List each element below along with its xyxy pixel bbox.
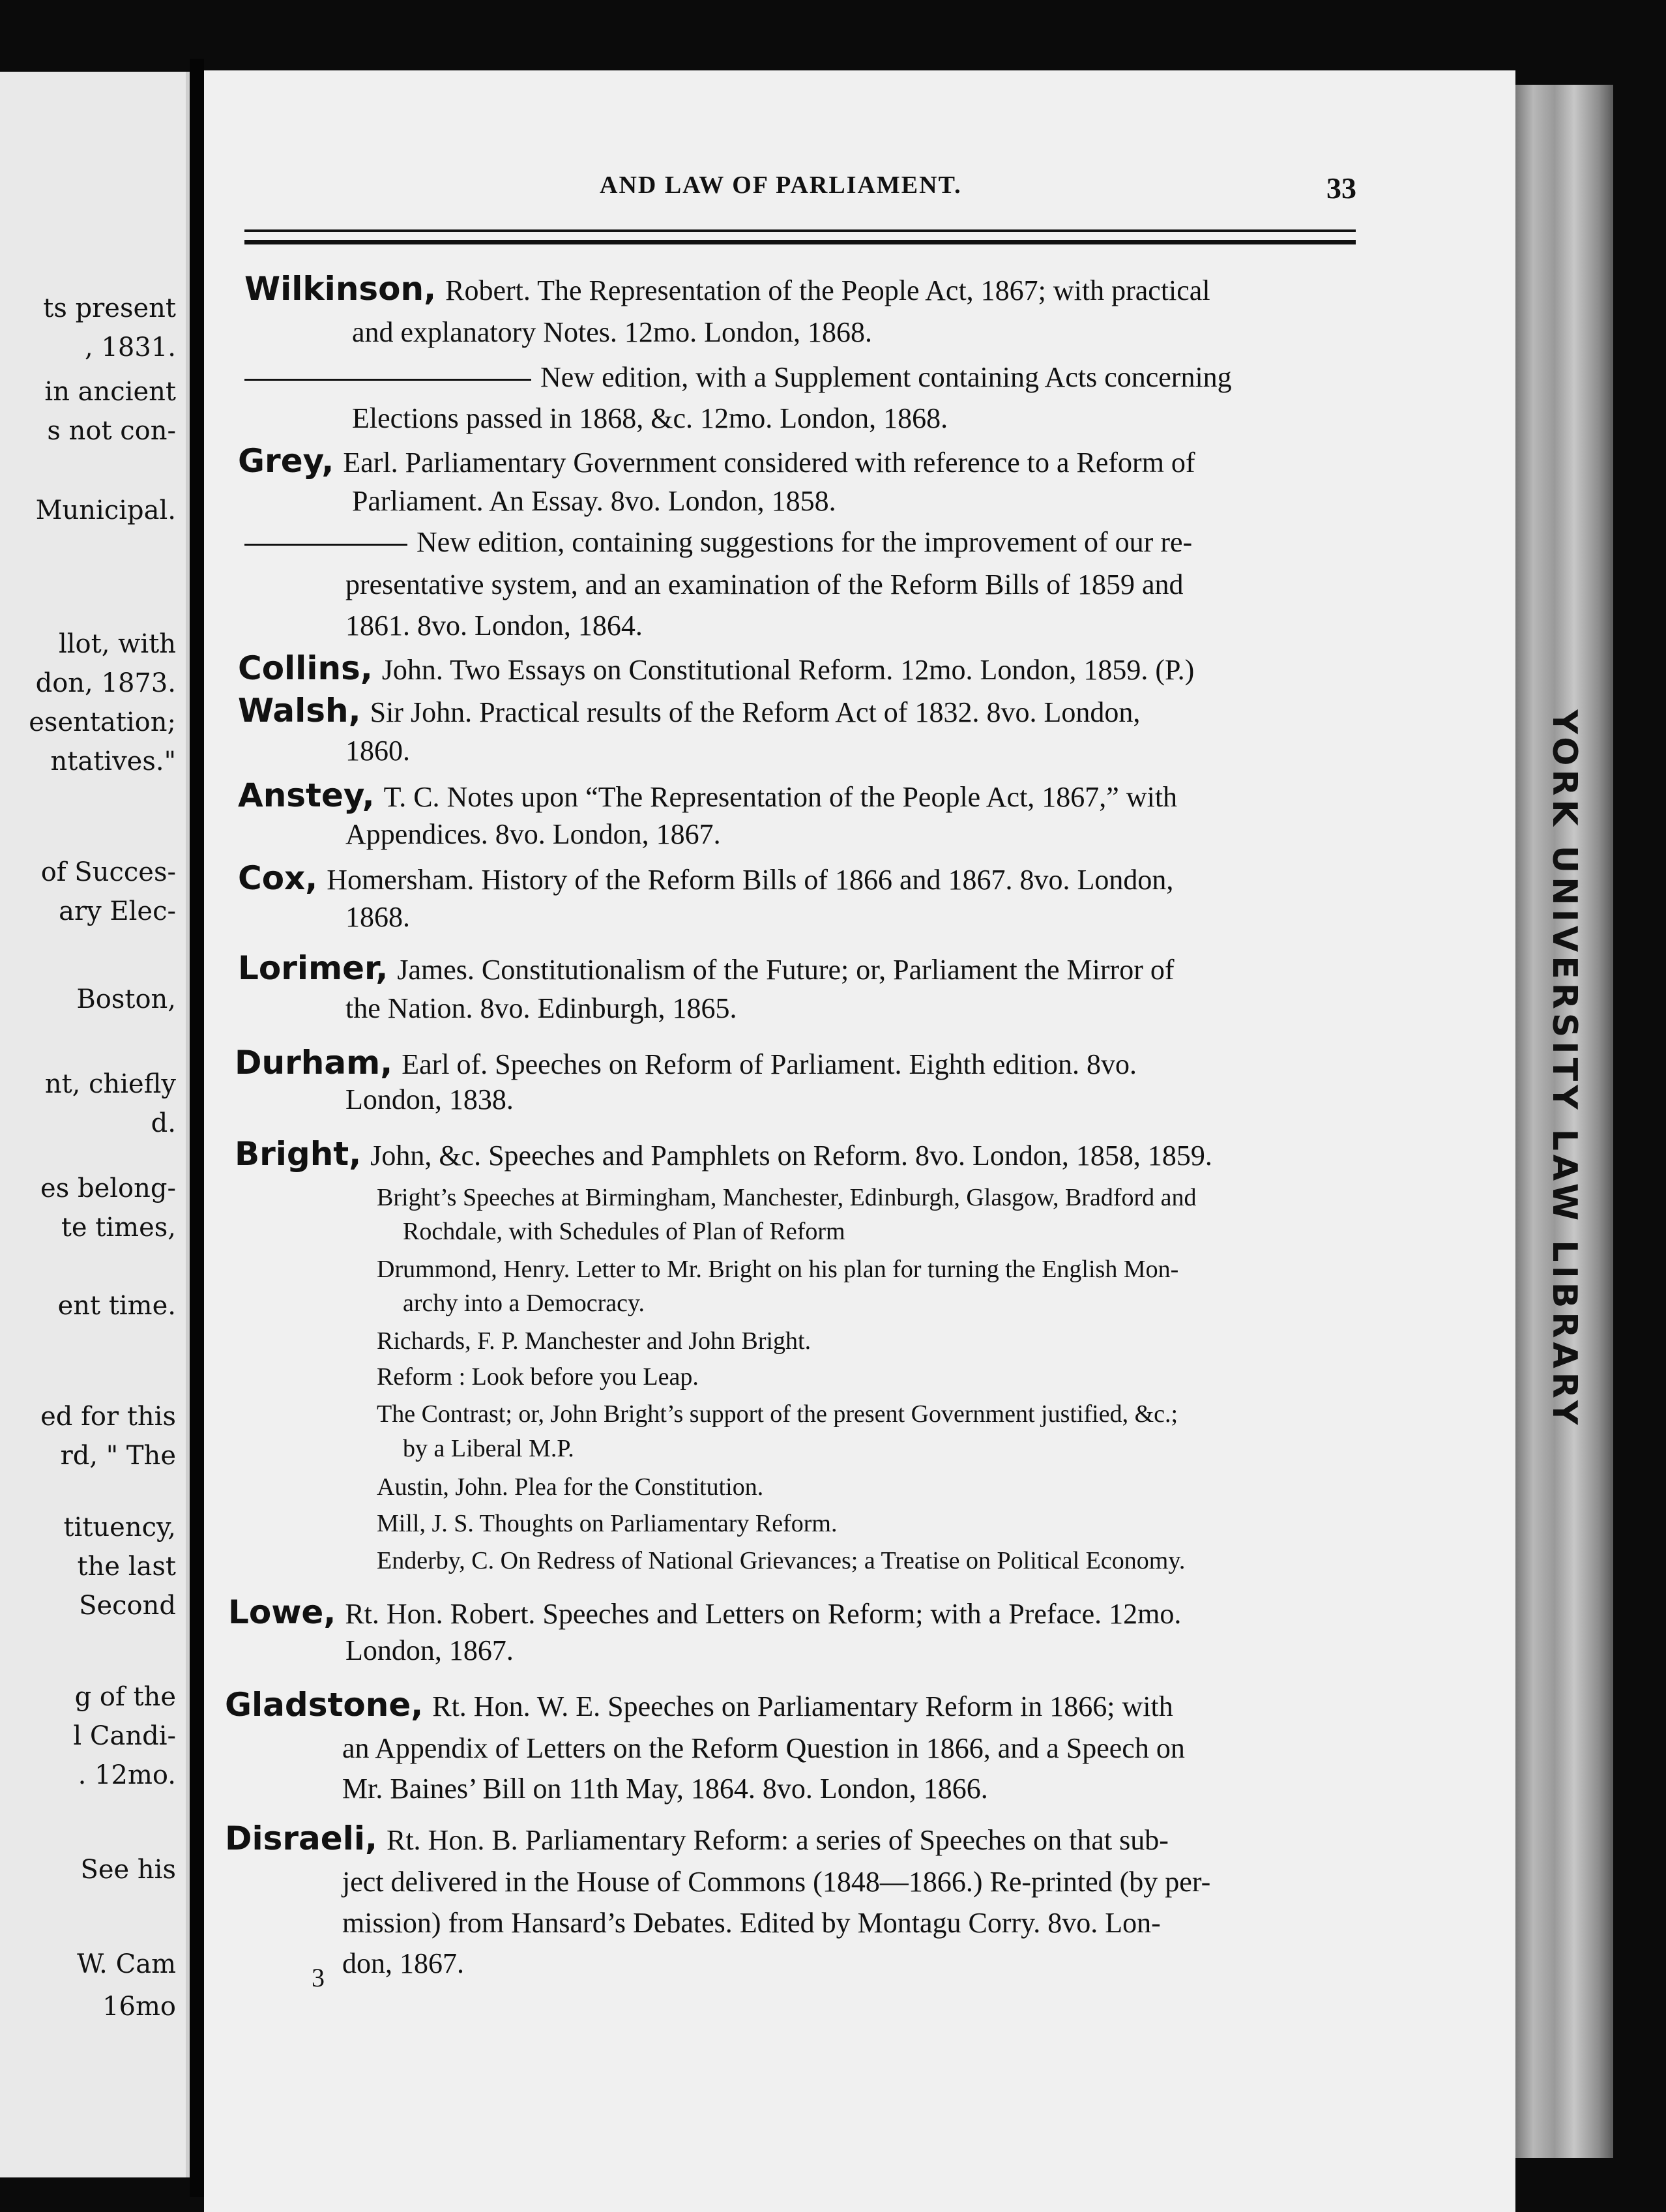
entry-line xyxy=(244,528,1192,557)
entry-line: mission) from Hansard’s Debates. Edited by Montagu Corry. 8vo. Lon- xyxy=(342,1907,1161,1939)
header-rule-thick xyxy=(244,240,1356,244)
entry-line xyxy=(244,363,1232,392)
entry-author: Durham, xyxy=(235,1044,393,1082)
entry-text: Rt. Hon. B. Parliamentary Reform: a series of Speeches on that sub- xyxy=(386,1824,1169,1856)
entry-author: Grey, xyxy=(238,442,334,480)
left-page-line: , 1831. xyxy=(85,332,176,362)
sub-entry-line: Bright’s Speeches at Birmingham, Manchester, Edinburgh, Glasgow, Bradford and xyxy=(377,1184,1197,1211)
entry-line xyxy=(228,1593,1182,1631)
entry-author: Walsh, xyxy=(238,692,361,730)
entry-line xyxy=(238,442,1195,480)
left-page-line: in ancient xyxy=(44,377,176,407)
sub-entry-line: Enderby, C. On Redress of National Grievances; a Treatise on Political Economy. xyxy=(377,1547,1186,1574)
left-page-line: the last xyxy=(77,1552,176,1582)
left-page-line: s not con- xyxy=(47,416,176,446)
entry-author: Collins, xyxy=(238,649,373,687)
sub-entry-line: Rochdale, with Schedules of Plan of Reform xyxy=(403,1218,845,1245)
left-page-line: es belong- xyxy=(40,1173,176,1203)
ditto-dash xyxy=(244,379,531,381)
entry-line: London, 1867. xyxy=(345,1634,514,1666)
entry-line xyxy=(238,859,1174,897)
entry-line xyxy=(225,1822,1169,1855)
left-page-line: ntatives." xyxy=(50,746,176,776)
entry-line: 1868. xyxy=(345,901,410,933)
sub-entry-line: Mill, J. S. Thoughts on Parliamentary Reform. xyxy=(377,1510,838,1537)
entry-line: an Appendix of Letters on the Reform Question in 1866, and a Speech on xyxy=(342,1732,1185,1764)
book-gutter xyxy=(190,59,204,2197)
left-page-line: of Succes- xyxy=(40,857,176,887)
left-page-line: Municipal. xyxy=(35,495,176,525)
entry-author: Anstey, xyxy=(238,776,375,814)
entry-text: Rt. Hon. Robert. Speeches and Letters on Reform; with a Preface. 12mo. xyxy=(345,1598,1182,1630)
entry-line: the Nation. 8vo. Edinburgh, 1865. xyxy=(345,992,737,1024)
entry-line xyxy=(244,270,1210,308)
left-page-line: tituency, xyxy=(63,1512,176,1542)
entry-line: 1860. xyxy=(345,735,410,767)
entry-author: Lorimer, xyxy=(238,949,388,987)
entry-text: Rt. Hon. W. E. Speeches on Parliamentary Reform in 1866; with xyxy=(432,1690,1173,1722)
entry-line: 1861. 8vo. London, 1864. xyxy=(345,610,643,641)
left-page-line: Boston, xyxy=(76,984,176,1014)
entry-line: Mr. Baines’ Bill on 11th May, 1864. 8vo. London, 1866. xyxy=(342,1773,988,1805)
entry-text: Sir John. Practical results of the Reform Act of 1832. 8vo. London, xyxy=(370,696,1141,728)
left-page-line: W. Cam xyxy=(77,1949,176,1979)
left-page-line: don, 1873. xyxy=(35,668,176,698)
left-facing-page xyxy=(0,72,190,2177)
entry-text: Earl. Parliamentary Government considered with reference to a Reform of xyxy=(343,447,1195,479)
entry-text: James. Constitutionalism of the Future; or, Parliament the Mirror of xyxy=(397,954,1175,986)
signature-mark: 3 xyxy=(312,1963,325,1992)
entry-line xyxy=(238,776,1178,814)
entry-line: presentative system, and an examination of the Reform Bills of 1859 and xyxy=(345,568,1184,600)
page-number: 33 xyxy=(1326,171,1356,205)
entry-text: John. Two Essays on Constitutional Reform. 12mo. London, 1859. (P.) xyxy=(381,654,1195,686)
entry-text: Earl of. Speeches on Reform of Parliament. Eighth edition. 8vo. xyxy=(402,1048,1137,1080)
entry-author: Bright, xyxy=(235,1135,362,1173)
sub-entry-line: Drummond, Henry. Letter to Mr. Bright on his plan for turning the English Mon- xyxy=(377,1256,1179,1283)
running-head: AND LAW OF PARLIAMENT. xyxy=(600,171,962,199)
entry-text: Homersham. History of the Reform Bills of 1866 and 1867. 8vo. London, xyxy=(327,864,1174,896)
entry-text: Robert. The Representation of the People Act, 1867; with practical xyxy=(445,274,1210,306)
sub-entry-line: The Contrast; or, John Bright’s support of the present Government justified, &c.; xyxy=(377,1400,1178,1428)
left-page-line: llot, with xyxy=(58,629,176,659)
left-page-line: d. xyxy=(151,1108,176,1138)
entry-line xyxy=(238,649,1195,687)
entry-author: Disraeli, xyxy=(225,1820,377,1857)
left-page-line: g of the xyxy=(74,1682,176,1712)
entry-line xyxy=(238,949,1175,987)
left-page-line: esentation; xyxy=(29,707,176,737)
entry-author: Cox, xyxy=(238,859,318,897)
left-page-line: See his xyxy=(80,1855,176,1885)
entry-text: New edition, with a Supplement containing Acts concerning xyxy=(540,361,1232,393)
ditto-dash xyxy=(244,544,407,546)
left-page-line: Second xyxy=(79,1591,176,1621)
sub-entry-line: archy into a Democracy. xyxy=(403,1290,645,1317)
left-page-line: ent time. xyxy=(57,1291,176,1321)
left-page-line: . 12mo. xyxy=(78,1760,176,1790)
entry-text: John, &c. Speeches and Pamphlets on Reform. 8vo. London, 1858, 1859. xyxy=(370,1140,1212,1172)
entry-text: New edition, containing suggestions for the improvement of our re- xyxy=(416,526,1193,558)
entry-line: don, 1867. xyxy=(342,1947,464,1979)
sub-entry-line: Reform : Look before you Leap. xyxy=(377,1363,699,1391)
entry-line xyxy=(235,1135,1212,1173)
entry-line xyxy=(235,1044,1137,1082)
entry-text: T. C. Notes upon “The Representation of the People Act, 1867,” with xyxy=(383,781,1178,813)
left-page-line: nt, chiefly xyxy=(44,1069,176,1099)
left-page-line: l Candi- xyxy=(73,1721,176,1751)
entry-line xyxy=(238,692,1141,730)
left-page-line: te times, xyxy=(61,1213,176,1243)
entry-line: Parliament. An Essay. 8vo. London, 1858. xyxy=(352,485,836,517)
entry-author: Wilkinson, xyxy=(244,270,437,308)
entry-author: Lowe, xyxy=(228,1593,336,1631)
left-page-line: 16mo xyxy=(102,1992,176,2022)
entry-line: and explanatory Notes. 12mo. London, 1868. xyxy=(352,316,872,348)
entry-line: Elections passed in 1868, &c. 12mo. London, 1868. xyxy=(352,402,948,434)
sub-entry-line: by a Liberal M.P. xyxy=(403,1435,574,1462)
header-rule xyxy=(244,229,1356,232)
entry-line: ject delivered in the House of Commons (1848—1866.) Re-printed (by per- xyxy=(342,1866,1211,1898)
left-page-line: rd, " The xyxy=(60,1441,176,1471)
entry-line xyxy=(225,1686,1173,1724)
sub-entry-line: Austin, John. Plea for the Constitution. xyxy=(377,1473,764,1501)
entry-line: London, 1838. xyxy=(345,1084,514,1115)
left-page-line: ts present xyxy=(43,293,176,323)
entry-author: Gladstone, xyxy=(225,1686,424,1724)
entry-line: Appendices. 8vo. London, 1867. xyxy=(345,818,721,850)
library-stamp: YORK UNIVERSITY LAW LIBRARY xyxy=(1545,709,1584,1429)
left-page-line: ary Elec- xyxy=(59,896,176,926)
sub-entry-line: Richards, F. P. Manchester and John Bright. xyxy=(377,1327,811,1355)
left-page-line: ed for this xyxy=(40,1402,176,1432)
